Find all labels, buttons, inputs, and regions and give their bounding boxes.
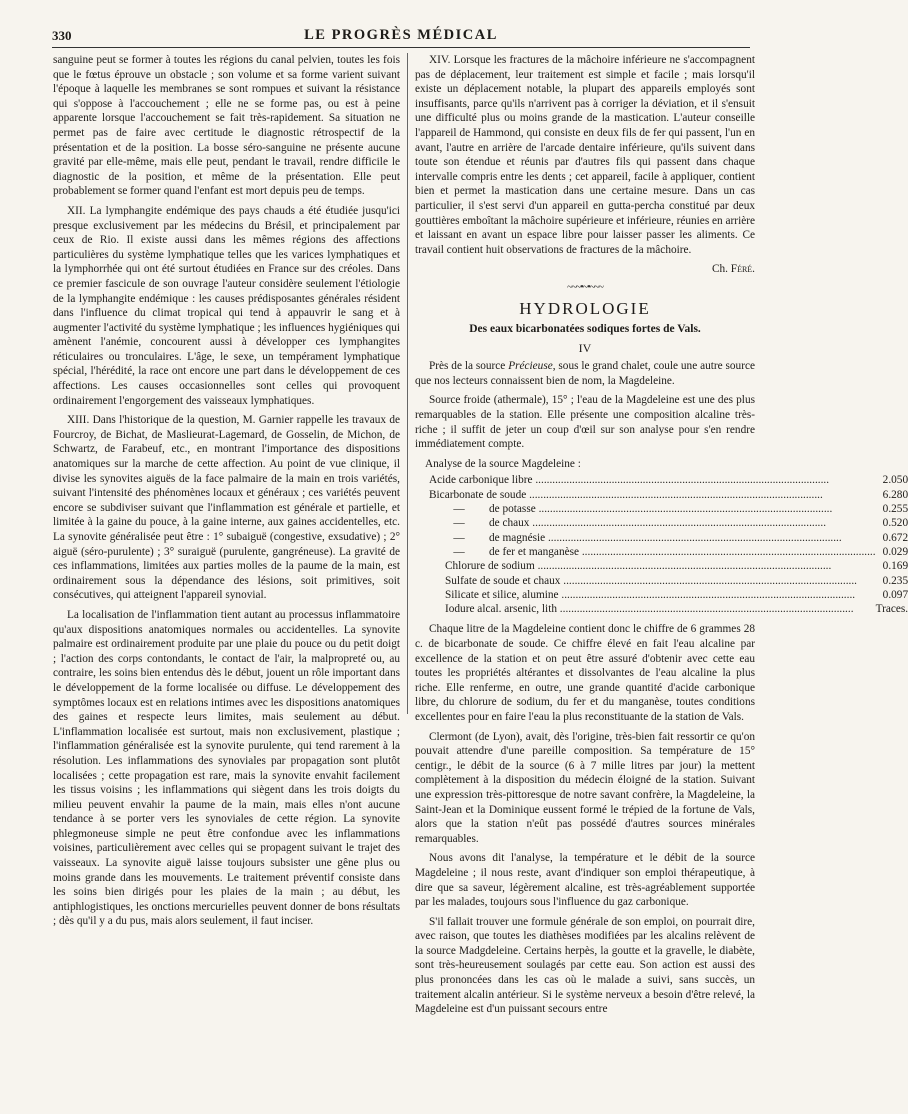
intro-text-b: , sous le grand chalet, coule une autre source que nos lecteurs connaissent bien de nom, la Magdeleine. [415, 360, 755, 387]
ditto-mark: — [453, 531, 465, 544]
analysis-row [429, 588, 908, 602]
analysis-row [429, 574, 908, 588]
page-header [52, 26, 750, 48]
right-column [415, 53, 908, 1114]
analysis-component-name: Acide carbonique libre ..... [429, 474, 829, 486]
analysis-component [429, 574, 876, 588]
analysis-value: 0.169 [882, 560, 908, 573]
analysis-value: 0.097 [882, 588, 908, 601]
section-ornament: ~~~•~•~~~ [567, 281, 603, 293]
analysis-row [429, 502, 908, 516]
paragraph-emploi: S'il fallait trouver une formule générale de son emploi, on pourrait dire, avec raison, que toutes les diathèses modifiées par les alcalins relèvent de la source Madgdeleine. Certains herpès, la goutte et la gravelle, le diabète, sont très-heureusement soulagés par cette eau. Son action est aussi des plus prononcées dans les cas où le malade a suivi, sans succès, un traitement alcalin antérieur. Si le système nerveux a besoin d'être relevé, la Magdeleine est d'un puissant secours entre [415, 915, 755, 1016]
analysis-row [429, 488, 908, 502]
analysis-value: 2.050 [882, 474, 908, 487]
author-signature [415, 262, 755, 277]
source-name-precieuse: Précieuse [508, 360, 553, 373]
paragraph-bosse-sero-sanguine: sanguine peut se former à toutes les régions du canal pelvien, toutes les fois que le fœtus éprouve un obstacle ; son volume et sa forme varient suivant l'époque à laquelle les membranes se sont rompues et suivant la résistance qui s'oppose à l'accouchement ; elle ne se forme pas, ou est à peine apparente lorsque l'accouchement se fait très-rapidement. Sa situation ne permet pas de faire avec certitude le diagnostic rétrospectif de la présentation et de la position. La bosse séro-sanguine ne présente aucune gravité par elle-même, mais elle peut, pendant le travail, rendre difficile le diagnostic de la position, et même de la présentation. Elle peut probablement se former quand l'enfant est mort depuis peu de temps. [53, 54, 400, 198]
intro-paragraph-2: Source froide (athermale), 15° ; l'eau de la Magdeleine est une des plus remarquables de la station. Elle présente une composition alcaline très-riche ; il suffit de jeter un coup d'œil sur son analyse pour s'en rendre immédiatement compte. [415, 394, 755, 451]
analysis-component [429, 545, 876, 559]
ditto-mark: — [453, 503, 465, 516]
analysis-row [429, 516, 908, 530]
paragraph-xiii-synovites: XIII. Dans l'historique de la question, M. Garnier rappelle les travaux de Fourcroy, de Bichat, de Maslieurat-Lagemard, de Gosselin, de Michon, de Schwartz, de Farabeuf, etc., en montrant l'importance des dispositions anatomiques sur la marche de cette affection. Au point de vue clinique, il divise les synovites aiguës de la face palmaire de la main en trois variétés, suivant l'intensité des phénomènes locaux et généraux ; ces variétés peuvent encore se subdiviser suivant que l'inflammation est générale et partielle, et limitée à la gaine du pouce, à la gaine interne, aux gaines accidentelles, etc. La synovite généralisée peut être : 1° subaiguë (congestive, exsudative) ; 2° aiguë (séro-purulente) ; 3° suraiguë (purulente, gangréneuse). La gravité de ces inflammations, limitées aux parties molles de la paume de la main, est ordinairement sous la dépendance des lésions, soit primitives, soit consécutives, qui atteignent l'appareil synovial. [53, 414, 400, 602]
analysis-component [429, 502, 876, 516]
paragraph-clermont: Clermont (de Lyon), avait, dès l'origine, très-bien fait ressortir ce qu'on pouvait attendre d'une pareille composition. Sa température de 15° centigr., le débit de la source (6 à 7 mille litres par jour) la mettent complètement à la disposition du médecin éloigné de la station. Suivant une expression très-pittoresque de notre savant confrère, la Magdeleine, la Saint-Jean et la Dominique eussent formé le trépied de la fortune de Vals, alors que la station n'eût pas possédé d'autres sources minérales remarquables. [415, 730, 755, 845]
analysis-component-name: Bicarbonate de soude ..... [429, 489, 823, 501]
paragraph-xii-lymphangite: XII. La lymphangite endémique des pays chauds a été étudiée jusqu'ici presque exclusivement par les médecins du Brésil, et principalement par ceux de Rio. Il existe aussi dans les mêmes régions des affections particulières du système lymphatique telles que les varices lymphatiques et la lymphorrhée qui ont été surtout étudiées en France sur des créoles. Dans ce premier fascicule de son ouvrage l'auteur considère seulement l'étiologie de la lymphangite endémique : les causes prédisposantes générales résident dans l'influence du climat tropical qui tend à appauvrir le sang et à augmenter l'activité du système lymphatique ; les influences hygiéniques qui amènent l'anémie, concourent aussi à développer ces lymphangites réticulaires ou tronculaires. L'âge, le sexe, un tempérament lymphatique spécial, l'hérédité, la race ont encore une part dans le développement de ces affections. Les causes occasionnelles sont celles qui provoquent ordinairement l'engorgement des vaisseaux lymphatiques. [53, 204, 400, 407]
analysis-row [429, 545, 908, 559]
section-title: HYDROLOGIE [519, 298, 651, 318]
left-column [53, 53, 400, 1114]
analysis-row [429, 473, 908, 487]
analysis-component-name: Silicate et silice, alumine ..... [445, 589, 855, 601]
paragraph-chaque-litre: Chaque litre de la Magdeleine contient donc le chiffre de 6 grammes 28 c. de bicarbonate de soude. Ce chiffre élevé en fait l'eau alcaline par excellence de la station et on peut être assuré d'obtenir avec cette eau toutes les propriétés altérantes et dissolvantes de l'eau alcaline la plus riche. Elle renferme, en outre, une grande quantité d'acide carbonique libre, du chlorure de sodium, du fer et du manganèse, toutes conditions excellentes pour en faire l'eau la plus reconstituante de la station de Vals. [415, 623, 755, 723]
analysis-heading: Analyse de la source Magdeleine : [425, 457, 581, 470]
signature-prefix: Ch. [711, 263, 731, 276]
paragraph-localisation-inflammation: La localisation de l'inflammation tient autant au processus inflammatoire qu'aux dispositions anatomiques normales ou accidentelles. La synovite palmaire est ordinairement produite par une plaie du pouce ou du petit doigt ; l'action des corps contondants, le contact de l'air, la malpropreté ou, au contraire, les soins bien entendus dès le début, jouent un rôle important dans le développement de la forme localisée ou diffuse. Le développement des symptômes locaux est en relations intimes avec les dispositions anatomiques des gaines et respecte leurs limites, mais seulement au début. L'inflammation localisée est surtout, mais non exclusivement, plastique ; l'inflammation généralisée est la synovite purulente, qui tend rarement à la résolution. Les inflammations des synoviales par propagation sont plutôt localisées ; cette propagation est rare, mais la synovite envahit facilement les tissus voisins ; les inflammations qui siègent dans les trois doigts du milieu peuvent envahir la paume de la main, mais elles n'ont aucune tendance à se porter vers les synoviales de cette région. La synovite phlegmoneuse simple ne peut être confondue avec les inflammations voisines, particulièrement avec celles qui se propagent suivant le trajet des vaisseaux. La synovite aiguë laisse toujours subsister une gêne plus ou moins grande dans les mouvements. Le traitement préventif consiste dans les soins bien dirigés pour les plaies de la main ; au début, les antiphlogistiques, les onctions mercurielles peuvent donner de bons résultats ; dès qu'il y a du pus, mais alors seulement, il faut inciser. [53, 608, 400, 928]
ditto-mark: — [453, 545, 465, 558]
analysis-component-name: de magnésie ..... [489, 532, 842, 544]
analysis-component-name: de potasse ..... [489, 503, 832, 515]
column-divider [407, 53, 408, 714]
intro-paragraph-1 [415, 359, 755, 388]
analysis-component [429, 516, 876, 530]
analysis-component [429, 531, 876, 545]
analysis-value: 0.235 [882, 574, 908, 587]
analysis-component [429, 602, 876, 616]
analysis-value: 0.029 [882, 545, 908, 558]
analysis-component [429, 559, 876, 573]
analysis-table [429, 473, 908, 616]
analysis-value: Traces. [875, 603, 908, 616]
header-rule [52, 47, 750, 48]
analysis-component-name: Iodure alcal. arsenic, lith ..... [445, 603, 854, 615]
analysis-component [429, 588, 876, 602]
analysis-component-name: Sulfate de soude et chaux ..... [445, 575, 857, 587]
paragraph-saveur: Nous avons dit l'analyse, la température et le débit de la source Magdeleine ; il nous reste, avant d'indiquer son emploi thérapeutique, à dire que sa saveur, légèrement alcaline, est très-agréablement supportée par les malades, toujours sous l'influence du gaz carbonique. [415, 852, 755, 909]
ditto-mark: — [453, 517, 465, 530]
page-number: 330 [52, 28, 72, 43]
analysis-component-name: de chaux ..... [489, 517, 826, 529]
article-part-number: IV [578, 340, 592, 355]
analysis-component [429, 473, 876, 487]
analysis-value: 6.280 [882, 488, 908, 501]
analysis-row [429, 602, 908, 616]
paragraph-xiv-fractures: XIV. Lorsque les fractures de la mâchoire inférieure ne s'accompagnent pas de déplacement, leur traitement est simple et facile ; mais lorsqu'il existe un déplacement notable, la plupart des appareils employés sont insuffisants, parce qu'ils n'arrivent pas à corriger la déviation, et il s'ensuit une difficulté plus ou moins grande de la mastication. L'auteur conseille l'appareil de Hammond, qui consiste en deux fils de fer qui passent, l'un en avant, l'autre en arrière de l'arcade dentaire inférieure, qu'ils suivent dans toute son étendue et réunis par d'autres fils qui passent dans chaque intervalle compris entre les dents ; cet appareil, facile à appliquer, contient bien et permet la mastication dans une certaine mesure. Dans un cas particulier, il s'est servi d'un appareil en gutta-percha constitué par deux gouttières emboîtant la mâchoire supérieure et inférieure, réunies en arrière et laissant en avant un espace libre pour laisser passer les aliments. Ce travail contient huit observations de fractures de la mâchoire. [415, 54, 755, 256]
analysis-component-name: Chlorure de sodium ..... [445, 560, 831, 572]
analysis-value: 0.520 [882, 517, 908, 530]
analysis-value: 0.672 [882, 531, 908, 544]
analysis-component-name: de fer et manganèse ..... [489, 546, 876, 558]
analysis-row [429, 531, 908, 545]
analysis-row [429, 559, 908, 573]
analysis-value: 0.255 [882, 503, 908, 516]
analysis-component [429, 488, 876, 502]
article-title: Des eaux bicarbonatées sodiques fortes de Vals. [469, 323, 701, 336]
intro-text-a: Près de la source [429, 360, 509, 373]
signature-name: Féré. [730, 263, 755, 276]
journal-title: LE PROGRÈS MÉDICAL [304, 27, 498, 43]
